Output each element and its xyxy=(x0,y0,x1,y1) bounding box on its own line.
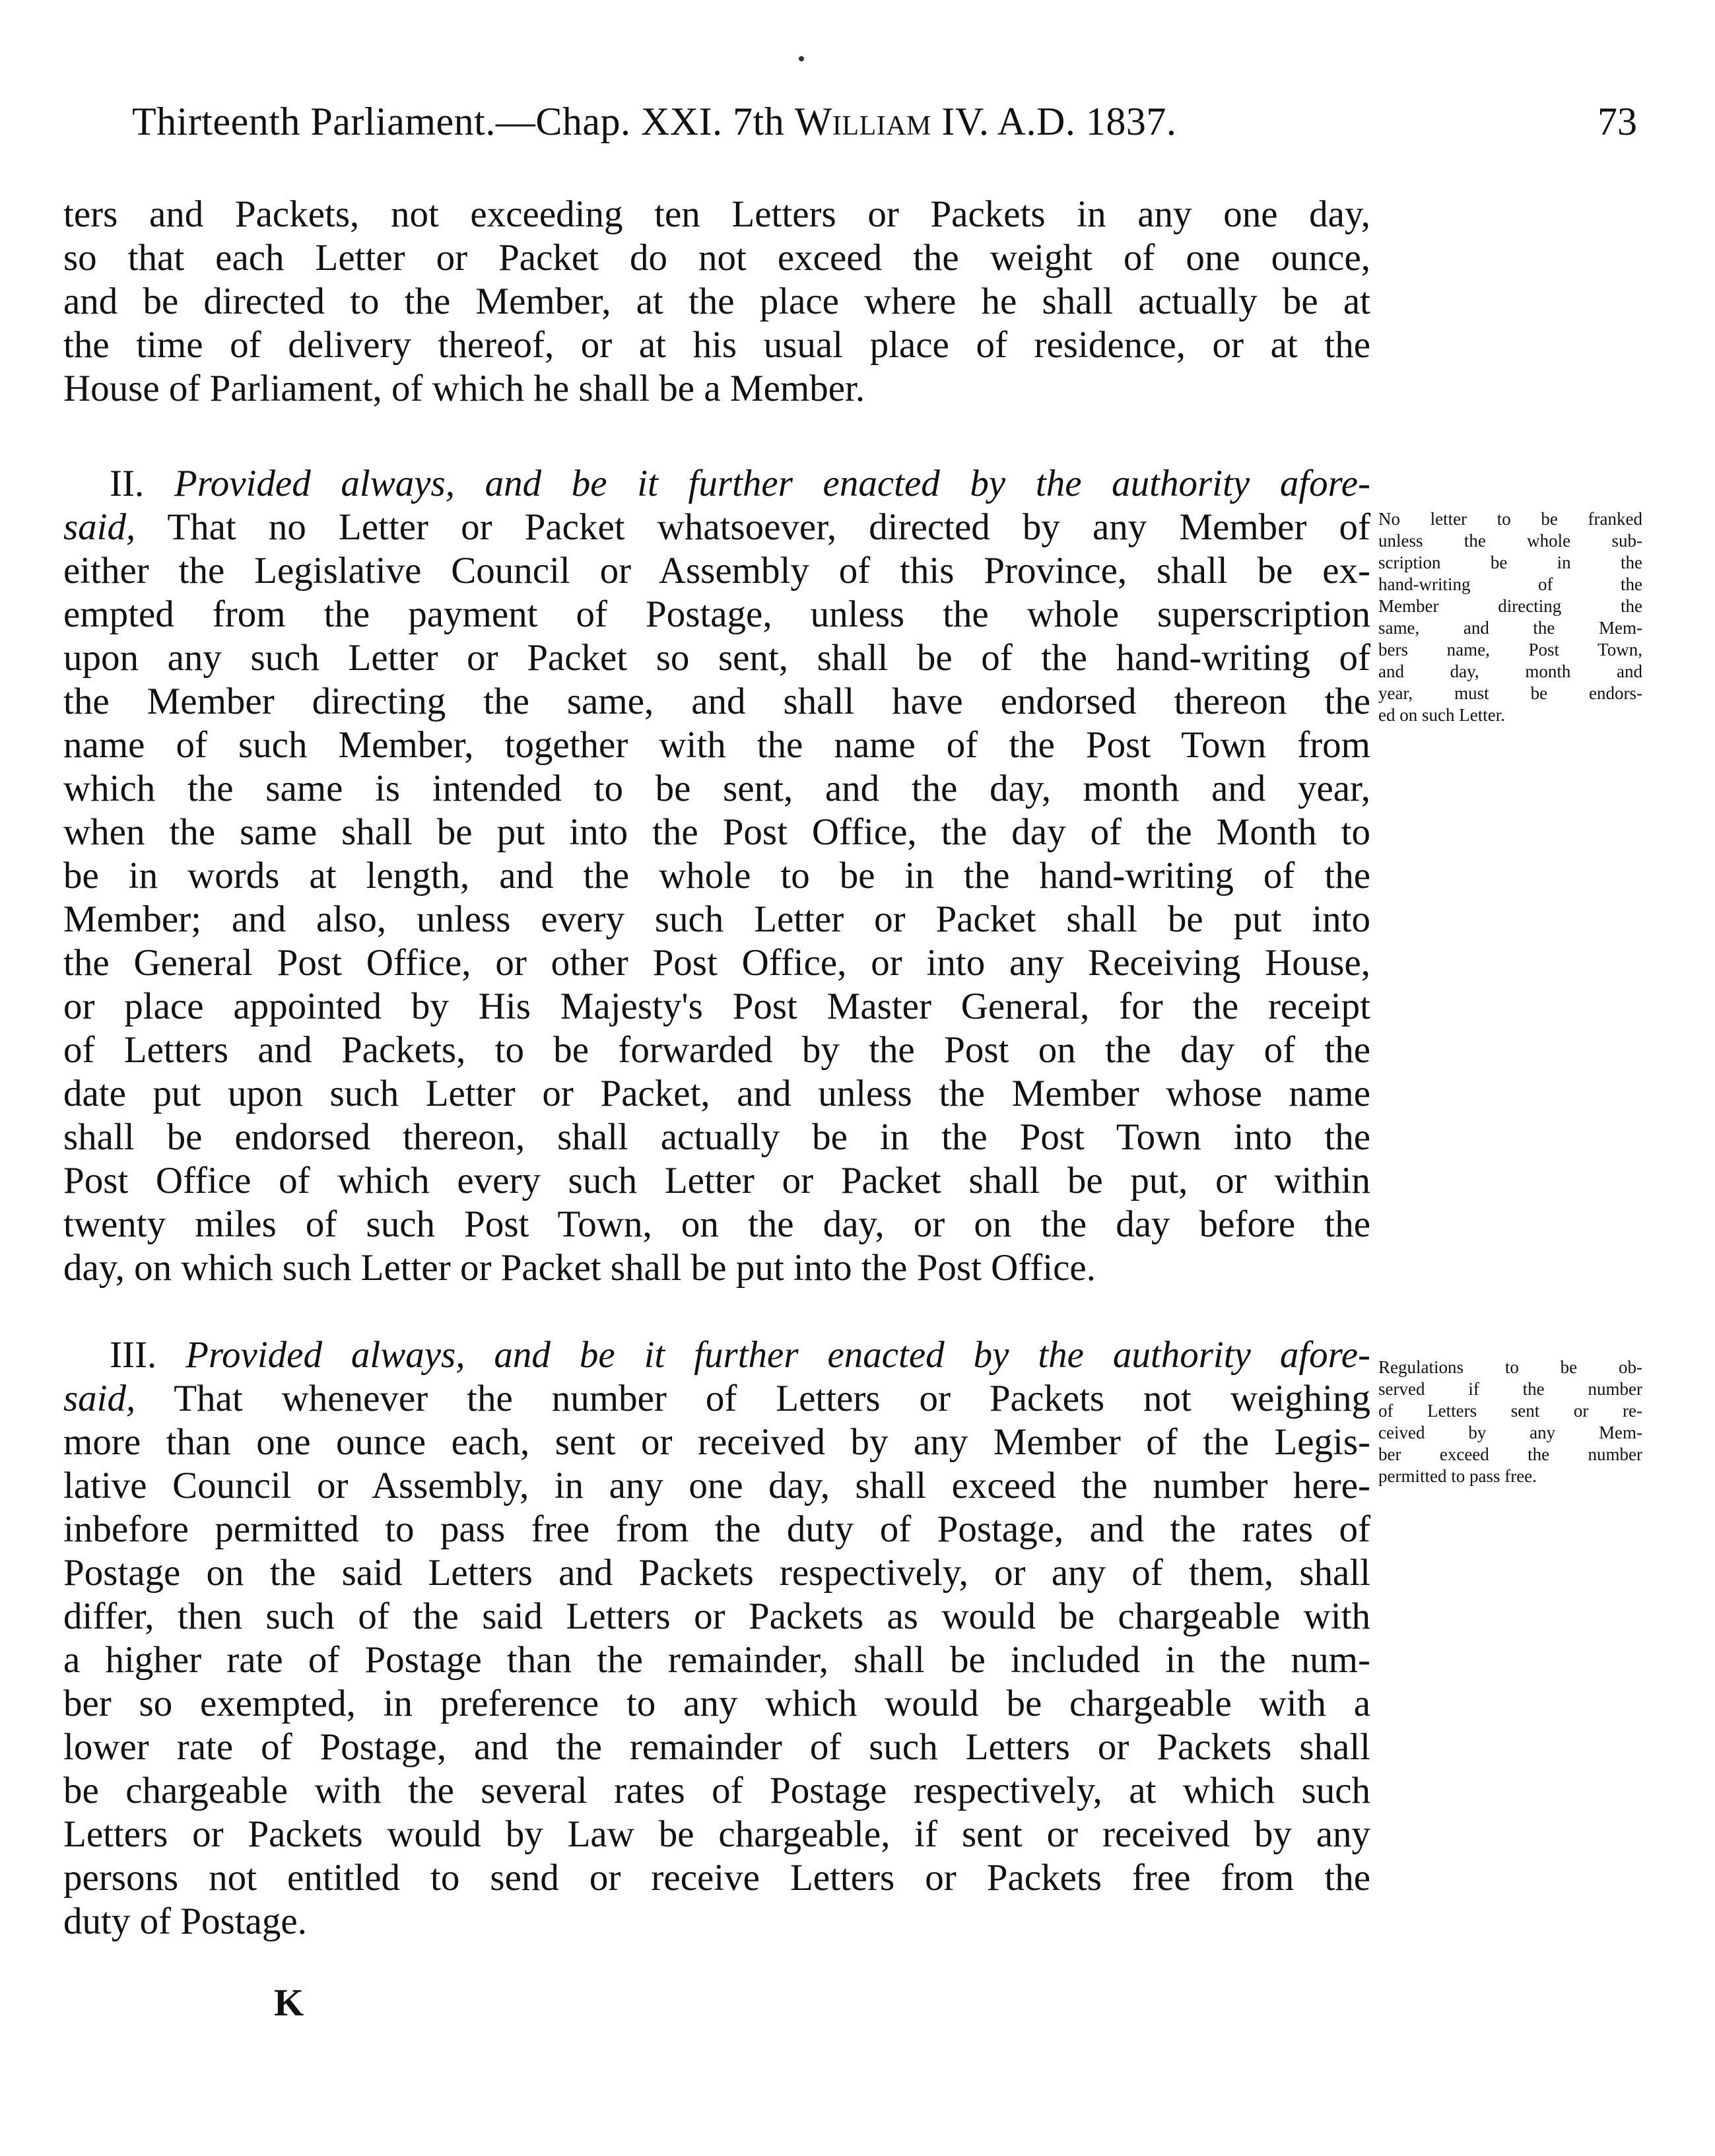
text-line: Postage on the said Letters and Packets respectively, or any of them, shall xyxy=(63,1552,1370,1594)
section-3-marginal-note xyxy=(1378,1357,1642,1487)
section-2-heading-italic: Provided always, and be it further enacted by the authority afore- xyxy=(174,463,1370,504)
text-line: lower rate of Postage, and the remainder of such Letters or Packets shall xyxy=(63,1726,1370,1768)
text-line: Member; and also, unless every such Letter or Packet shall be put into xyxy=(63,898,1370,940)
text-line: either the Legislative Council or Assembly of this Province, shall be ex- xyxy=(63,550,1370,591)
text-line: the time of delivery thereof, or at his usual place of residence, or at the xyxy=(63,324,1370,366)
section-2-number: II. xyxy=(110,463,145,504)
text-line: persons not entitled to send or receive Letters or Packets free from the xyxy=(63,1857,1370,1899)
marginal-line: of Letters sent or re- xyxy=(1378,1401,1642,1421)
intro-paragraph xyxy=(63,193,1370,411)
text-line: twenty miles of such Post Town, on the day, or on the day before the xyxy=(63,1203,1370,1245)
text-line: or place appointed by His Majesty's Post Master General, for the receipt xyxy=(63,986,1370,1027)
section-2-paragraph xyxy=(63,462,1370,1290)
text-line: House of Parliament, of which he shall be a Member. xyxy=(63,368,865,409)
print-speck xyxy=(799,56,804,61)
text-line: which the same is intended to be sent, and the day, month and year, xyxy=(63,768,1370,809)
marginal-line: and day, month and xyxy=(1378,661,1642,681)
page-number: 73 xyxy=(1597,100,1637,143)
text-line: ber so exempted, in preference to any which would be chargeable with a xyxy=(63,1683,1370,1724)
text-line: upon any such Letter or Packet so sent, shall be of the hand-writing of xyxy=(63,637,1370,679)
text-line: ters and Packets, not exceeding ten Letters or Packets in any one day, xyxy=(63,193,1370,235)
text-line: shall be endorsed thereon, shall actually be in the Post Town into the xyxy=(63,1116,1370,1158)
text-line: inbefore permitted to pass free from the duty of Postage, and the rates of xyxy=(63,1508,1370,1550)
text-line: more than one ounce each, sent or received by any Member of the Legis- xyxy=(63,1421,1370,1463)
text-line: empted from the payment of Postage, unless the whole superscription xyxy=(63,593,1370,635)
header-title-part2: IV. A.D. 1837. xyxy=(931,100,1177,143)
text-line: be chargeable with the several rates of Postage respectively, at which such xyxy=(63,1770,1370,1811)
text-line: a higher rate of Postage than the remainder, shall be included in the num- xyxy=(63,1639,1370,1681)
text-line: name of such Member, together with the name of the Post Town from xyxy=(63,724,1370,766)
text-line: be in words at length, and the whole to be in the hand-writing of the xyxy=(63,855,1370,896)
text-line: date put upon such Letter or Packet, and unless the Member whose name xyxy=(63,1073,1370,1114)
header-title-king: William xyxy=(794,100,931,143)
section-2-line-2-rest: That no Letter or Packet whatsoever, directed by any Member of xyxy=(135,506,1370,548)
section-3-heading-italic: Provided always, and be it further enacted by the authority afore- xyxy=(185,1334,1371,1376)
text-line: lative Council or Assembly, in any one day, shall exceed the number here- xyxy=(63,1465,1370,1506)
marginal-line: ber exceed the number xyxy=(1378,1444,1642,1464)
section-2-heading-line xyxy=(63,462,1370,506)
header-title-part1: Thirteenth Parliament.—Chap. XXI. 7th xyxy=(132,100,795,143)
text-line: so that each Letter or Packet do not exceed the weight of one ounce, xyxy=(63,237,1370,279)
marginal-line: served if the number xyxy=(1378,1379,1642,1399)
marginal-line: year, must be endors- xyxy=(1378,683,1642,703)
text-line: duty of Postage. xyxy=(63,1901,307,1942)
marginal-line: Member directing the xyxy=(1378,596,1642,616)
text-line: the General Post Office, or other Post Office, or into any Receiving House, xyxy=(63,942,1370,984)
marginal-line: bers name, Post Town, xyxy=(1378,640,1642,659)
marginal-line: unless the whole sub- xyxy=(1378,531,1642,551)
section-3-said: said, xyxy=(63,1378,136,1419)
marginal-line: ed on such Letter. xyxy=(1378,705,1505,725)
section-3-heading-line xyxy=(63,1333,1370,1377)
text-line: of Letters and Packets, to be forwarded by the Post on the day of the xyxy=(63,1029,1370,1071)
printer-signature-mark: K xyxy=(274,1981,304,2024)
text-line: when the same shall be put into the Post Office, the day of the Month to xyxy=(63,811,1370,853)
section-3-line-2-rest: That whenever the number of Letters or Packets not weighing xyxy=(135,1378,1370,1419)
text-line: day, on which such Letter or Packet shall be put into the Post Office. xyxy=(63,1247,1096,1289)
marginal-line: ceived by any Mem- xyxy=(1378,1423,1642,1442)
marginal-line: Regulations to be ob- xyxy=(1378,1357,1642,1377)
text-line: the Member directing the same, and shall have endorsed thereon the xyxy=(63,681,1370,722)
section-2-marginal-note xyxy=(1378,508,1642,726)
marginal-line: permitted to pass free. xyxy=(1378,1466,1537,1486)
marginal-line: same, and the Mem- xyxy=(1378,618,1642,638)
marginal-line: hand-writing of the xyxy=(1378,574,1642,594)
marginal-line: scription be in the xyxy=(1378,553,1642,572)
text-line: Letters or Packets would by Law be chargeable, if sent or received by any xyxy=(63,1813,1370,1855)
text-line xyxy=(63,1377,1370,1421)
text-line xyxy=(63,506,1370,549)
text-line: and be directed to the Member, at the place where he shall actually be at xyxy=(63,281,1370,322)
section-3-number: III. xyxy=(110,1334,157,1376)
text-line: differ, then such of the said Letters or Packets as would be chargeable with xyxy=(63,1596,1370,1637)
text-line: Post Office of which every such Letter or Packet shall be put, or within xyxy=(63,1160,1370,1201)
section-3-paragraph xyxy=(63,1333,1370,1943)
running-header xyxy=(132,99,1176,145)
section-2-said: said, xyxy=(63,506,136,548)
marginal-line: No letter to be franked xyxy=(1378,509,1642,529)
